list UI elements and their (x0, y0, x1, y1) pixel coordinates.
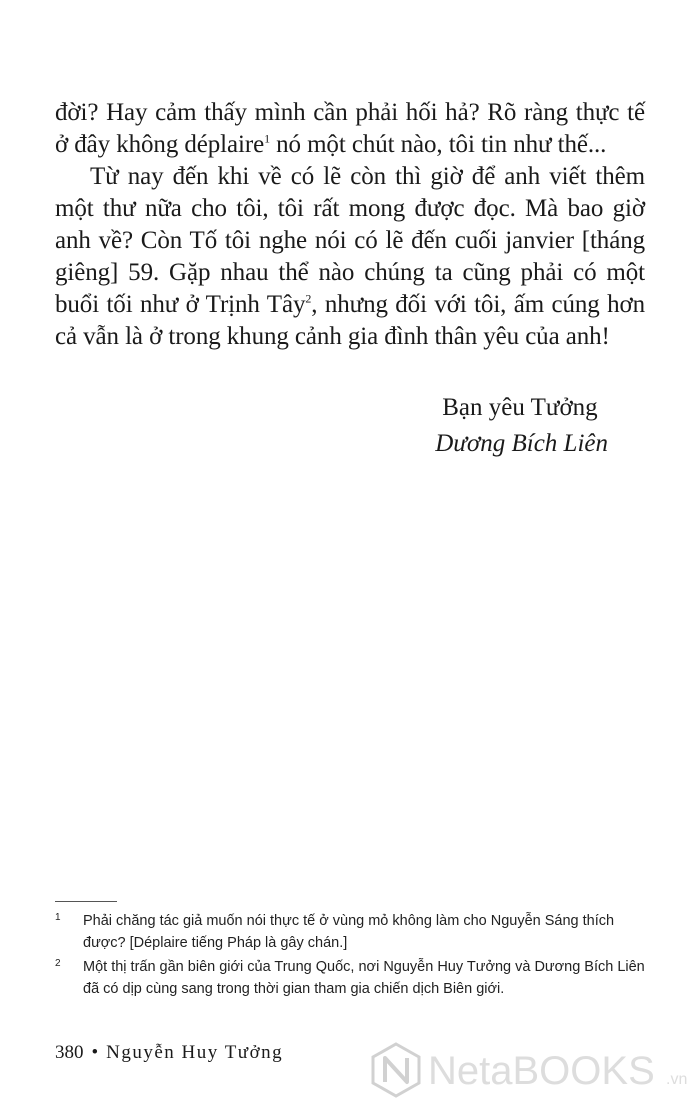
footnote-text: Phải chăng tác giả muốn nói thực tế ở vùng mỏ không làm cho Nguyễn Sáng thích được? [Déplaire tiếng Pháp là gây chán.] (83, 913, 615, 951)
signature-name: Dương Bích Liên (435, 430, 608, 457)
footnote-1 (55, 910, 655, 954)
footer-author: Nguyễn Huy Tưởng (106, 1042, 284, 1063)
footnote-number: 1 (55, 912, 61, 923)
footnote-2 (55, 956, 655, 1000)
footnotes (55, 910, 655, 1002)
watermark-text: NetaBOOKS (428, 1049, 655, 1093)
paragraph-text: nó một chút nào, tôi tin như thế... (269, 131, 607, 158)
page-number: 380 (55, 1042, 84, 1063)
paragraph-text: , nhưng đối với tôi, ấm cúng hơn cả vẫn là ở trong khung cảnh gia đình thân yêu của anh! (55, 291, 645, 350)
footer-separator: • (91, 1042, 99, 1063)
footnote-divider (55, 901, 117, 902)
paragraph-text: Từ nay đến khi về có lẽ còn thì giờ để anh viết thêm một thư nữa cho tôi, tôi rất mong được đọc. Mà bao giờ anh về? Còn Tố tôi nghe nói có lẽ đến cuối janvier [tháng giêng] 59. Gặp nhau thể nào chúng ta cũng phải có một buổi tối như ở Trịnh Tây (55, 163, 645, 318)
footnote-ref-1[interactable]: 1 (264, 131, 270, 146)
footnote-ref-2[interactable]: 2 (305, 291, 312, 306)
watermark (366, 1040, 696, 1100)
footnote-text: Một thị trấn gần biên giới của Trung Quốc, nơi Nguyễn Huy Tưởng và Dương Bích Liên đã có dịp cùng sang trong thời gian tham gia chiến dịch Biên giới. (83, 959, 645, 997)
letter-body (55, 97, 645, 353)
paragraph-text: đời? Hay cảm thấy mình cần phải hối hả? Rõ ràng thực tế ở đây không déplaire (55, 99, 645, 158)
footnote-number: 2 (55, 958, 61, 969)
signature-block (435, 390, 608, 462)
watermark-suffix: .vn (666, 1071, 688, 1088)
signature-closing: Bạn yêu Tưởng (442, 394, 598, 421)
page-footer (55, 1042, 283, 1064)
paragraph-1 (55, 97, 645, 161)
netabooks-logo-icon (366, 1040, 696, 1100)
paragraph-2 (55, 161, 645, 353)
